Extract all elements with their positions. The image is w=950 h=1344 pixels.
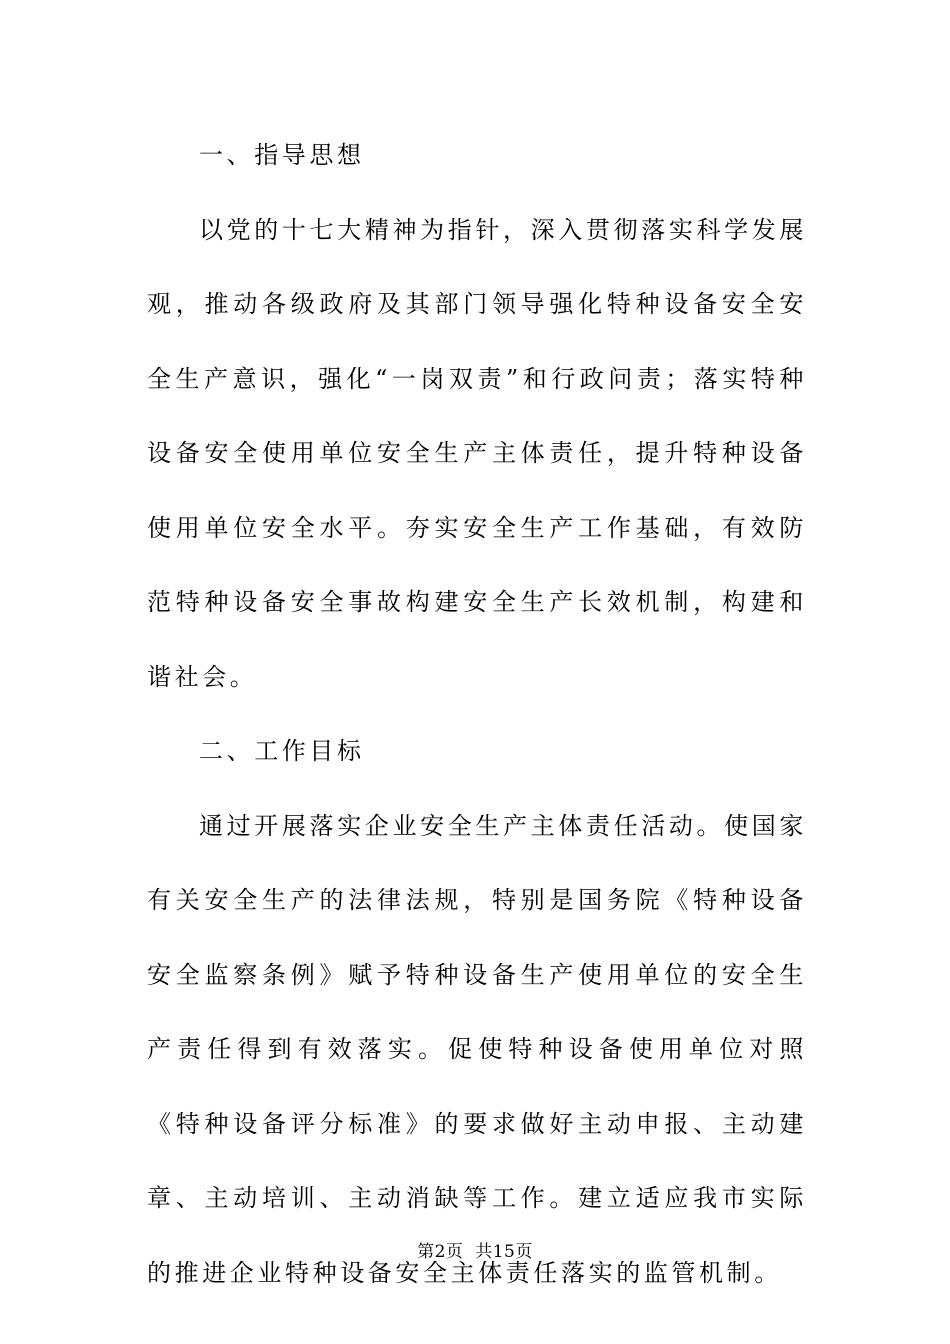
page-footer: 第2页 共15页 — [417, 1242, 533, 1262]
section-heading-guiding-ideology: 一、指导思想 — [199, 141, 365, 169]
document-body — [147, 118, 807, 1310]
paragraph-work-goals: 通过开展落实企业安全生产主体责任活动。使国家有关安全生产的法律法规，特别是国务院《特种设备安全监察条例》赋予特种设备生产使用单位的安全生产责任得到有效落实。促使特种设备使用单位对照《特种设备评分标准》的要求做好主动申报、主动建章、主动培训、主动消缺等工作。建立适应我市实际的推进企业特种设备安全主体责任落实的监管机制。 — [147, 811, 807, 1287]
paragraph-guiding-ideology: 以党的十七大精神为指针，深入贯彻落实科学发展观，推动各级政府及其部门领导强化特种设备安全安全生产意识，强化“一岗双责”和行政问责；落实特种设备安全使用单位安全生产主体责任，提升特种设备使用单位安全水平。夯实安全生产工作基础，有效防范特种设备安全事故构建安全生产长效机制，构建和谐社会。 — [147, 215, 807, 691]
section-heading-work-goals: 二、工作目标 — [199, 737, 365, 765]
